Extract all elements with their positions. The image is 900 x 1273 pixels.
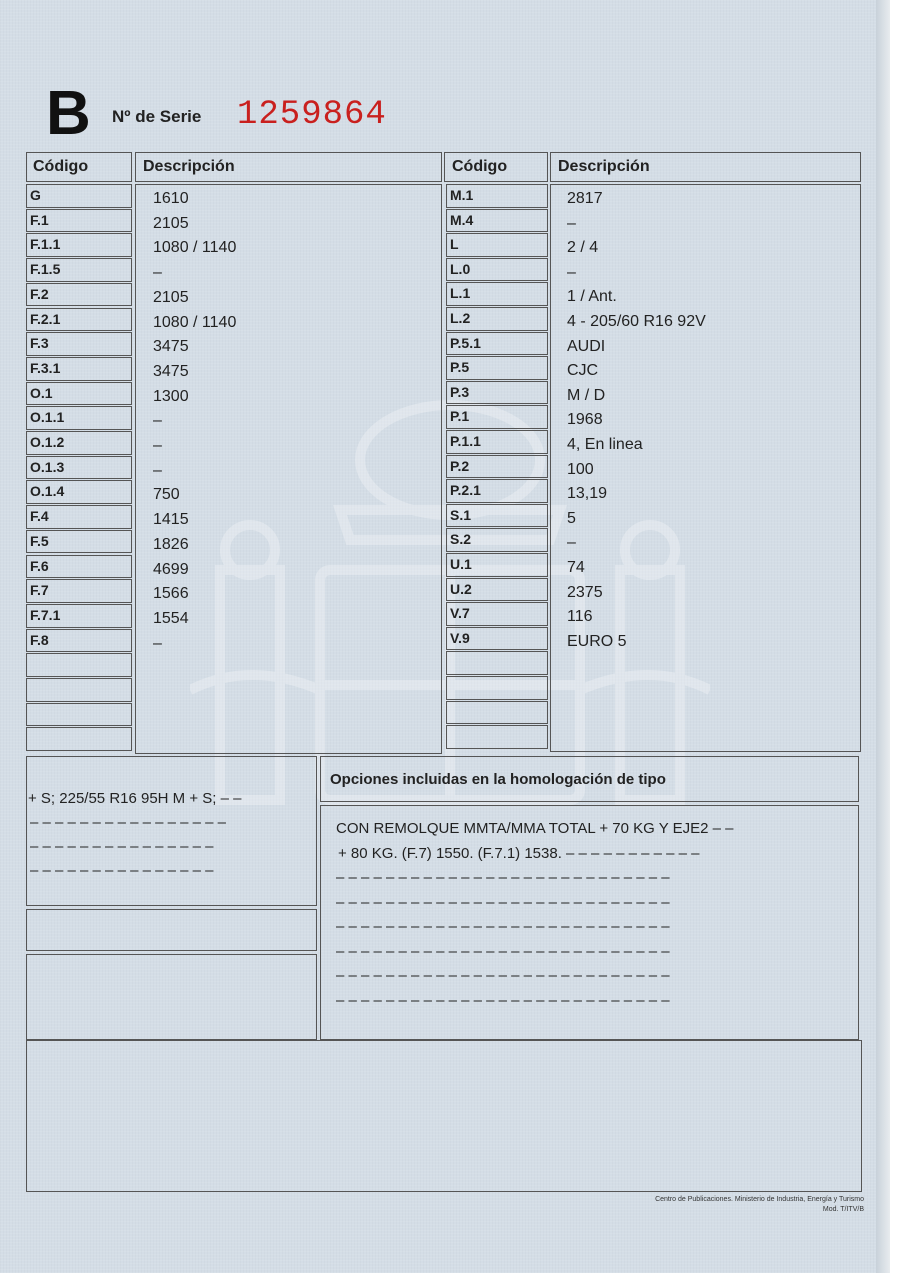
right-row-code-cell: U.1 bbox=[446, 553, 548, 577]
right-row-value: 2375 bbox=[567, 583, 603, 601]
left-row-value: – bbox=[153, 437, 162, 454]
right-row-value: AUDI bbox=[567, 337, 606, 355]
right-row-value: CJC bbox=[567, 362, 599, 380]
left-row-value: 1080 / 1140 bbox=[153, 239, 237, 257]
right-row-value: 4 - 205/60 R16 92V bbox=[567, 313, 706, 330]
right-row-value: 74 bbox=[567, 559, 585, 576]
left-empty-box-2 bbox=[26, 954, 317, 1040]
options-title: Opciones incluidas en la homologación de tipo bbox=[330, 771, 666, 788]
right-desc-column bbox=[550, 184, 861, 752]
right-row-code-cell: P.1.1 bbox=[446, 430, 548, 454]
left-row-value: 1080 / 1140 bbox=[153, 313, 237, 331]
right-row-code-cell: M.4 bbox=[446, 209, 548, 233]
right-row-code-cell: L.1 bbox=[446, 282, 548, 306]
right-row-value: 13,19 bbox=[567, 485, 608, 503]
option-line: – – – – – – – – – – – – – – – – – – – – – – – – – – – bbox=[336, 967, 670, 984]
right-row-value: EURO 5 bbox=[567, 632, 627, 650]
left-row-code-cell: F.3 bbox=[26, 332, 132, 356]
left-row-code-cell: F.2.1 bbox=[26, 308, 132, 332]
left-row-value: 1554 bbox=[153, 609, 189, 627]
right-row-code-cell: S.1 bbox=[446, 504, 548, 528]
left-row-code-cell: O.1.4 bbox=[26, 480, 132, 504]
left-row-code-cell: F.3.1 bbox=[26, 357, 132, 381]
right-row-code-cell: P.5 bbox=[446, 356, 548, 380]
left-row-code-cell bbox=[26, 678, 132, 702]
right-row-code-cell: P.1 bbox=[446, 405, 548, 429]
right-row-code-cell: P.5.1 bbox=[446, 332, 548, 356]
right-row-value: 5 bbox=[567, 509, 576, 527]
left-row-code-cell: O.1.2 bbox=[26, 431, 132, 455]
right-row-value: M / D bbox=[567, 386, 606, 404]
right-row-value: 116 bbox=[567, 608, 593, 626]
right-row-code-cell: P.2.1 bbox=[446, 479, 548, 503]
left-code-header-label: Código bbox=[33, 158, 89, 175]
left-note-line: – – – – – – – – – – – – – – – – bbox=[30, 814, 226, 831]
left-note-line: – – – – – – – – – – – – – – – bbox=[30, 838, 214, 855]
right-row-code-cell bbox=[446, 651, 548, 675]
left-row-value: 1566 bbox=[153, 585, 189, 603]
footer-model: Mod. T/ITV/B bbox=[822, 1206, 864, 1213]
left-row-value: 750 bbox=[153, 486, 180, 504]
left-row-code-cell bbox=[26, 653, 132, 677]
left-row-code-cell: G bbox=[26, 184, 132, 208]
option-line: – – – – – – – – – – – – – – – – – – – – – – – – – – – bbox=[336, 918, 670, 935]
right-row-code-cell: V.9 bbox=[446, 627, 548, 651]
right-code-header-label: Código bbox=[452, 158, 508, 175]
right-desc-header-label: Descripción bbox=[558, 158, 650, 175]
right-row-code-cell: L.2 bbox=[446, 307, 548, 331]
left-note-line: + S; 225/55 R16 95H M + S; – – bbox=[28, 790, 242, 807]
left-row-code-cell: F.1 bbox=[26, 209, 132, 233]
option-line: + 80 KG. (F.7) 1550. (F.7.1) 1538. – – – – – – – – – – – bbox=[338, 844, 700, 862]
right-row-code-cell bbox=[446, 725, 548, 749]
left-row-code-cell: F.8 bbox=[26, 629, 132, 653]
left-note-line: – – – – – – – – – – – – – – – bbox=[30, 862, 214, 879]
footer-publisher: Centro de Publicaciones. Ministerio de Industria, Energía y Turismo bbox=[655, 1196, 864, 1203]
option-line: – – – – – – – – – – – – – – – – – – – – – – – – – – – bbox=[336, 991, 670, 1009]
left-row-value: 1415 bbox=[153, 511, 189, 529]
right-row-value: – bbox=[567, 263, 576, 281]
left-row-value: 2105 bbox=[153, 214, 189, 232]
left-row-value: – bbox=[153, 634, 162, 652]
left-row-code-cell: O.1.1 bbox=[26, 406, 132, 430]
left-notes-box bbox=[26, 756, 317, 906]
right-row-code-cell: U.2 bbox=[446, 578, 548, 602]
left-row-value: – bbox=[153, 461, 162, 479]
left-desc-header-label: Descripción bbox=[143, 158, 235, 175]
left-row-code-cell: F.1.1 bbox=[26, 233, 132, 257]
serie-label: Nº de Serie bbox=[112, 107, 202, 126]
right-row-value: 2 / 4 bbox=[567, 239, 599, 257]
option-line: – – – – – – – – – – – – – – – – – – – – – – – – – – – bbox=[336, 942, 670, 960]
left-row-code-cell: F.7 bbox=[26, 579, 132, 603]
left-row-code-cell: F.4 bbox=[26, 505, 132, 529]
left-row-value: 4699 bbox=[153, 560, 189, 578]
right-row-value: 100 bbox=[567, 460, 594, 478]
right-row-value: – bbox=[567, 214, 576, 232]
option-line: – – – – – – – – – – – – – – – – – – – – – – – – – – – bbox=[336, 869, 670, 886]
right-row-value: 4, En linea bbox=[567, 436, 643, 453]
right-row-code-cell bbox=[446, 676, 548, 700]
left-row-value: 1826 bbox=[153, 535, 189, 553]
right-row-code-cell bbox=[446, 701, 548, 725]
right-row-code-cell: M.1 bbox=[446, 184, 548, 208]
paper-edge bbox=[876, 0, 890, 1273]
left-row-code-cell bbox=[26, 727, 132, 751]
left-row-value: 1610 bbox=[153, 190, 189, 207]
left-row-value: 2105 bbox=[153, 288, 189, 306]
bottom-box bbox=[26, 1040, 862, 1192]
left-empty-box-1 bbox=[26, 909, 317, 951]
right-row-value: 2817 bbox=[567, 190, 603, 207]
left-row-code-cell: O.1.3 bbox=[26, 456, 132, 480]
option-line: CON REMOLQUE MMTA/MMA TOTAL + 70 KG Y EJE2 – – bbox=[336, 820, 734, 837]
right-row-code-cell: S.2 bbox=[446, 528, 548, 552]
right-row-code-cell: L bbox=[446, 233, 548, 257]
left-row-value: 3475 bbox=[153, 338, 189, 356]
left-row-code-cell: F.1.5 bbox=[26, 258, 132, 282]
left-row-code-cell: F.5 bbox=[26, 530, 132, 554]
left-row-code-cell: F.7.1 bbox=[26, 604, 132, 628]
left-desc-column bbox=[135, 184, 442, 754]
left-row-code-cell: O.1 bbox=[26, 382, 132, 406]
left-row-value: 1300 bbox=[153, 387, 189, 405]
right-row-code-cell: V.7 bbox=[446, 602, 548, 626]
right-row-value: 1968 bbox=[567, 411, 603, 429]
right-row-value: 1 / Ant. bbox=[567, 288, 617, 306]
right-row-code-cell: P.2 bbox=[446, 455, 548, 479]
option-line: – – – – – – – – – – – – – – – – – – – – – – – – – – – bbox=[336, 893, 670, 911]
right-row-code-cell: L.0 bbox=[446, 258, 548, 282]
left-row-code-cell: F.2 bbox=[26, 283, 132, 307]
right-row-value: – bbox=[567, 534, 576, 552]
serie-number: 1259864 bbox=[237, 96, 387, 134]
left-row-value: – bbox=[153, 264, 162, 282]
left-row-code-cell: F.6 bbox=[26, 555, 132, 579]
left-row-code-cell bbox=[26, 703, 132, 727]
left-row-value: – bbox=[153, 412, 162, 430]
right-row-code-cell: P.3 bbox=[446, 381, 548, 405]
form-letter: B bbox=[46, 79, 89, 148]
left-row-value: 3475 bbox=[153, 362, 189, 380]
